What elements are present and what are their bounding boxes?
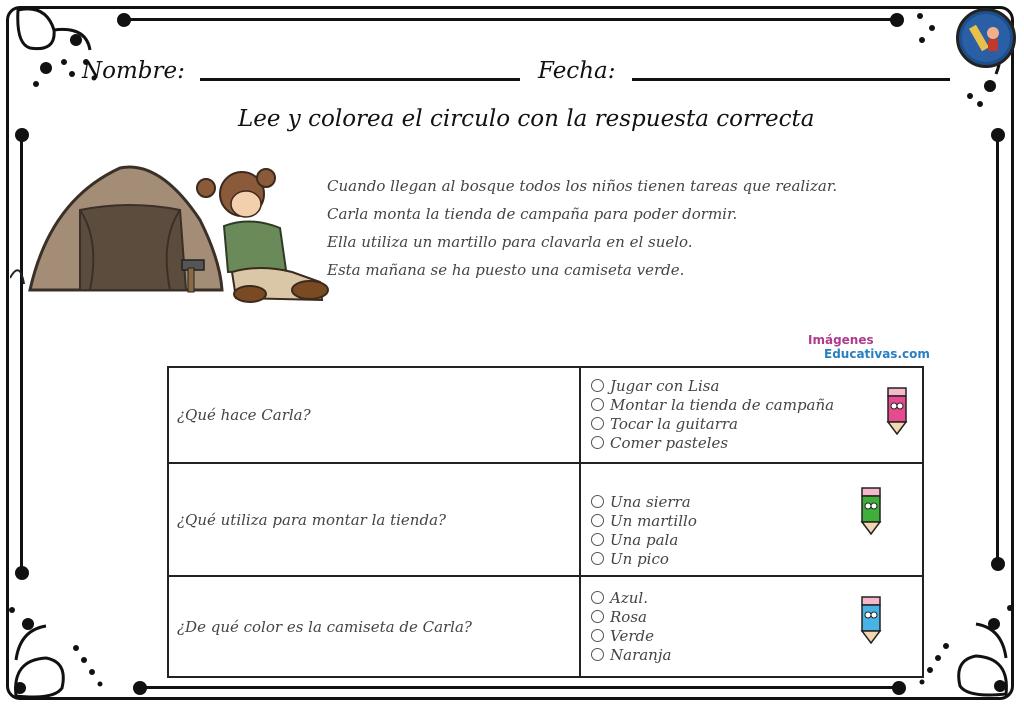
date-answer-line[interactable] (632, 78, 950, 81)
answer-circle[interactable] (591, 533, 604, 546)
story-line: Ella utiliza un martillo para clavarla en el suelo. (327, 233, 693, 251)
answer-option[interactable] (591, 396, 921, 415)
answer-text: Tocar la guitarra (610, 415, 738, 433)
answer-text: Una sierra (610, 493, 691, 511)
pencil-body (862, 605, 880, 631)
corner-ornament-bottom-left (6, 600, 116, 704)
pencil-body (862, 496, 880, 522)
story-line: Carla monta la tienda de campaña para poder dormir. (327, 205, 738, 223)
answer-circle[interactable] (591, 591, 604, 604)
answer-text: Jugar con Lisa (610, 377, 720, 395)
pencil-icon (886, 386, 908, 436)
name-answer-line[interactable] (200, 78, 520, 81)
logo-badge (956, 8, 1016, 68)
table-row (168, 367, 923, 463)
question-cell: ¿Qué utiliza para montar la tienda? (168, 463, 580, 576)
question-cell: ¿De qué color es la camiseta de Carla? (168, 576, 580, 677)
story-line: Cuando llegan al bosque todos los niños tienen tareas que realizar. (327, 177, 838, 195)
border-dot (133, 681, 147, 695)
answer-text: Montar la tienda de campaña (610, 396, 835, 414)
table-row (168, 463, 923, 576)
answer-text: Naranja (610, 645, 672, 664)
story-line: Esta mañana se ha puesto una camiseta verde. (327, 261, 685, 279)
answer-option[interactable] (591, 646, 921, 665)
tent-girl-illustration (10, 160, 340, 310)
answer-circle[interactable] (591, 495, 604, 508)
answer-circle[interactable] (591, 648, 604, 661)
top-border-line (128, 18, 898, 21)
table-row (168, 576, 923, 677)
pencil-icon (860, 486, 882, 536)
border-dot (991, 128, 1005, 142)
answer-circle[interactable] (591, 436, 604, 449)
pencil-icon (860, 595, 882, 645)
answer-option[interactable] (591, 434, 921, 453)
answer-circle[interactable] (591, 552, 604, 565)
answer-circle[interactable] (591, 379, 604, 392)
watermark-logo (808, 333, 930, 361)
name-label: Nombre: (82, 58, 185, 84)
answer-text: Una pala (610, 531, 679, 549)
answer-circle[interactable] (591, 417, 604, 430)
answers-cell (580, 367, 923, 463)
date-label: Fecha: (538, 58, 616, 84)
logo-pencil-icon (959, 11, 1013, 65)
answer-text: Verde (610, 626, 654, 645)
answers-cell (580, 463, 923, 576)
answer-circle[interactable] (591, 610, 604, 623)
right-border-line (996, 135, 999, 565)
answer-text: Azul. (610, 588, 648, 607)
answer-text: Un martillo (610, 512, 697, 530)
border-dot (892, 681, 906, 695)
answer-option[interactable] (591, 377, 921, 396)
answer-text: Rosa (610, 607, 647, 626)
answer-circle[interactable] (591, 514, 604, 527)
answers-cell (580, 576, 923, 677)
watermark-line1: Imágenes (808, 333, 874, 347)
answer-circle[interactable] (591, 398, 604, 411)
border-dot (15, 566, 29, 580)
answer-text: Un pico (610, 550, 669, 568)
answer-text: Comer pasteles (610, 434, 729, 452)
bottom-border-line (140, 686, 900, 689)
page-title: Lee y colorea el circulo con la respuesta correcta (238, 106, 815, 132)
pencil-body (888, 396, 906, 422)
answer-circle[interactable] (591, 629, 604, 642)
story-text (327, 172, 837, 284)
corner-ornament-bottom-right (910, 596, 1016, 704)
answer-option[interactable] (591, 415, 921, 434)
question-cell: ¿Qué hace Carla? (168, 367, 580, 463)
border-dot (15, 128, 29, 142)
border-dot (991, 557, 1005, 571)
border-dot (117, 13, 131, 27)
watermark-line2: Educativas.com (824, 347, 930, 361)
answer-option[interactable] (591, 550, 921, 569)
quiz-table (167, 366, 924, 678)
corner-ornament-top-left (6, 4, 106, 104)
